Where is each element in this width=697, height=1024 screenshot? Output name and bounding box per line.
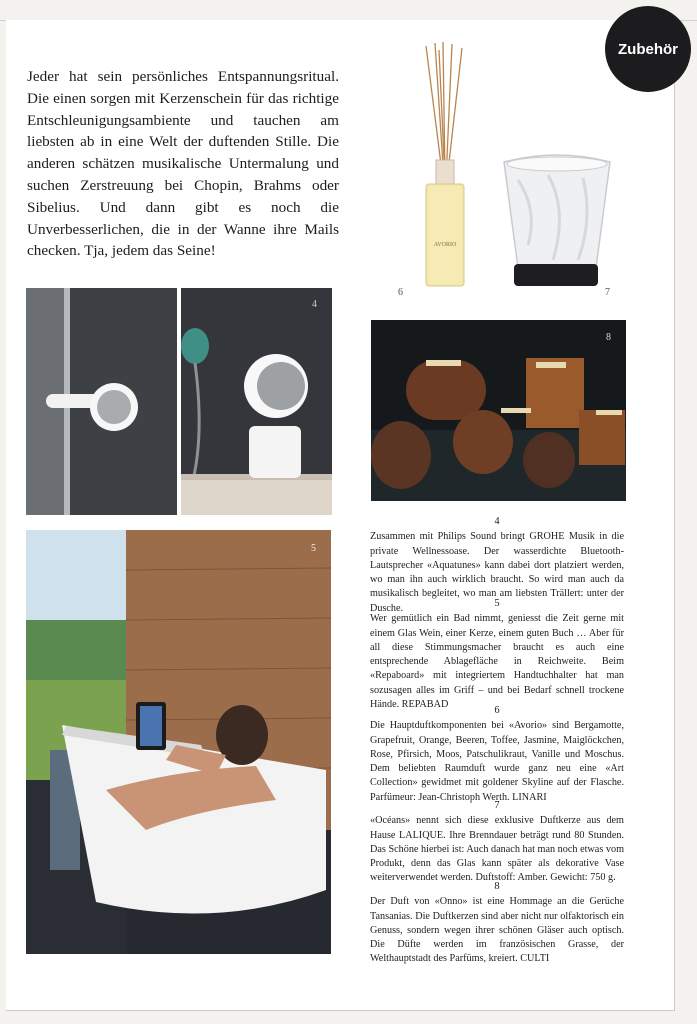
caption-8-text: Der Duft von «Onno» ist eine Hommage an die Gerüche Tansanias. Die Duftkerzen sind aber nicht nur olfaktorisch ein Genuss, sondern wegen ihrer schönen Gläser auch optisch. Die Düfte werden im französischen Grasse, der Welthauptstadt des Parfüms, kreiert. CULTI <box>370 896 624 965</box>
caption-7-text: «Océans» nennt sich diese exklusive Duftkerze aus dem Hause LALIQUE. Ihre Brenndauer beträgt rund 80 Stunden. Das Schöne hierbei ist: Auch danach hat man noch etwas vom Produkt, denn das Glas kann später als dekorative Vase weiterverwendet werden. Duftstoff: Amber. Gewicht: 750 g. <box>370 815 624 884</box>
bathtub-photo <box>26 530 331 954</box>
photo-number-5: 5 <box>311 543 316 554</box>
caption-6 <box>370 704 624 805</box>
intro-paragraph: Jeder hat sein persönliches Entspannungsritual. Die einen sorgen mit Kerzenschein für das richtige Entschleunigungsambiente und tauchen am liebsten ab in eine Welt der duftenden Stille. Die anderen schätzen musikalische Untermalung und suchen Zerstreuung bei Chopin, Brahms oder Sibelius. Und dann gibt es noch die Unverbesserlichen, die in der Wanne ihre Mails checken. Tja, jedem das Seine! <box>27 68 339 260</box>
caption-6-number: 6 <box>494 705 500 716</box>
photo-number-7: 7 <box>605 287 610 298</box>
section-badge <box>605 6 691 92</box>
shower-speaker-wall-photo <box>26 288 177 515</box>
caption-7-number: 7 <box>494 800 500 811</box>
reed-diffuser-photo <box>410 40 480 290</box>
reed-diffuser-illustration <box>410 40 480 290</box>
caption-4-text: Zusammen mit Philips Sound bringt GROHE Musik in die private Wellnessoase. Der wasserdichte Bluetooth-Lautsprecher «Aquatunes» kann dabei dort platziert werden, wo man ihn auch wirklich braucht. So wird man auch da musikalisch begleitet, wo man am liebsten Trällert: unter der Dusche. <box>370 531 624 614</box>
photo-number-8: 8 <box>606 332 611 343</box>
glass-candle-illustration <box>498 150 616 290</box>
photo-number-6: 6 <box>398 287 403 298</box>
caption-5 <box>370 597 624 712</box>
shower-speaker-wall-illustration <box>26 288 177 515</box>
bottle-label: AVORIO <box>433 242 457 248</box>
scented-candles-illustration <box>371 320 626 501</box>
shower-speaker-stand-illustration <box>181 288 332 515</box>
caption-5-text: Wer gemütlich ein Bad nimmt, geniesst die Zeit gerne mit einem Glas Wein, einer Kerze, einem guten Buch … Aber für all diese Stimmungsmacher braucht es auch eine entsprechende Ablagefläche in Reichweite. Beim «Repaboard» mit integriertem Handtuchhalter hat man sozusagen alles im Griff – und bei Bedarf schnell trockene Hände. REPABAD <box>370 613 624 711</box>
shower-speaker-stand-photo <box>181 288 332 515</box>
caption-7 <box>370 799 624 886</box>
caption-8-number: 8 <box>494 881 500 892</box>
photo-number-4: 4 <box>312 299 317 310</box>
caption-6-text: Die Hauptduftkomponenten bei «Avorio» sind Bergamotte, Grapefruit, Orange, Beeren, Toffee, Jasmine, Maiglöckchen, Rose, Pfirsich, Moos, Patschulikraut, Vanille und Moschus. Dem beliebten Raumduft wurde ganz neu eine «Art Collection» gewidmet mit goldener Skyline auf der Flasche. Parfümeur: Jean-Christoph Werth. LINARI <box>370 720 624 803</box>
scented-candles-photo <box>371 320 626 501</box>
caption-5-number: 5 <box>494 598 500 609</box>
caption-4-number: 4 <box>494 516 500 527</box>
bathtub-illustration <box>26 530 331 954</box>
caption-8 <box>370 880 624 967</box>
section-badge-label: Zubehör <box>618 40 678 58</box>
glass-candle-photo <box>498 150 616 290</box>
